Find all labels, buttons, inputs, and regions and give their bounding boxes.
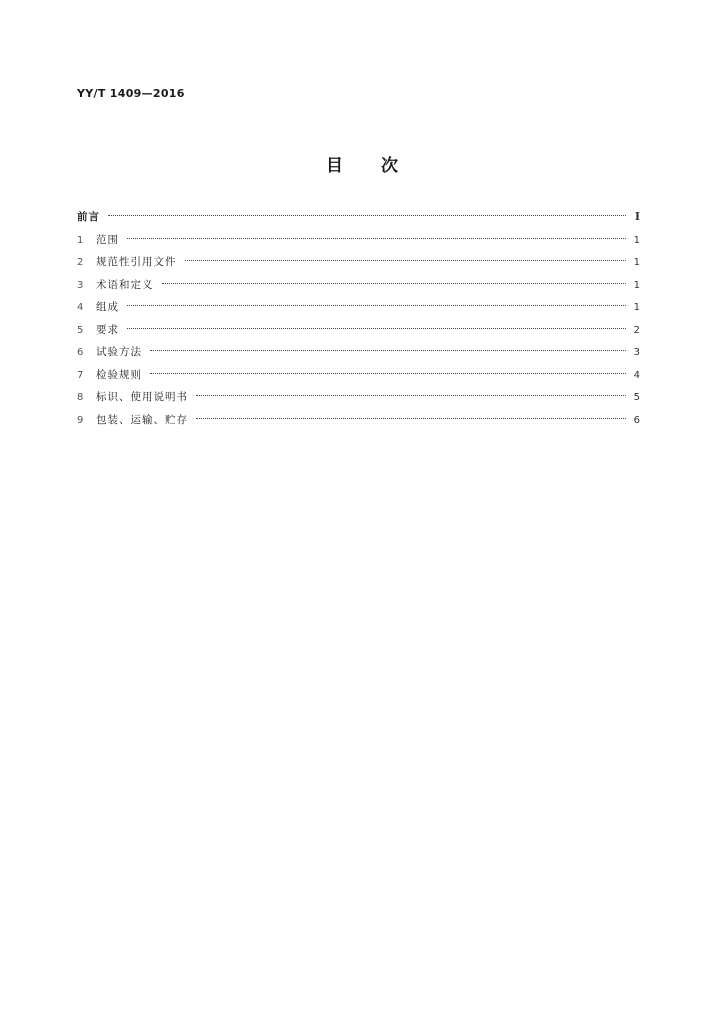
toc-entry-page: Ⅰ bbox=[634, 210, 640, 223]
toc-entry-label: 组成 bbox=[96, 301, 119, 313]
toc-entry-number: 4 bbox=[77, 302, 84, 313]
toc-entry-preface[interactable] bbox=[77, 206, 640, 229]
toc-leader-dots bbox=[162, 283, 627, 284]
toc-leader-dots bbox=[185, 260, 627, 261]
toc-leader-dots bbox=[127, 305, 626, 306]
toc-entry-number: 8 bbox=[77, 392, 84, 403]
toc-entry-number: 2 bbox=[77, 257, 84, 268]
toc-entry-page: 1 bbox=[633, 257, 640, 268]
toc-entry-terms-definitions[interactable] bbox=[77, 274, 640, 297]
toc-entry-label: 标识、使用说明书 bbox=[96, 391, 188, 403]
page-title: 目次 bbox=[326, 156, 436, 176]
toc-leader-dots bbox=[150, 350, 626, 351]
toc-leader-dots bbox=[150, 373, 626, 374]
toc-entry-label: 规范性引用文件 bbox=[96, 256, 177, 268]
toc-leader-dots bbox=[196, 418, 626, 419]
toc-entry-number: 3 bbox=[77, 279, 84, 291]
toc-entry-page: 6 bbox=[633, 414, 640, 426]
toc-entry-packaging-transport-storage[interactable] bbox=[77, 409, 640, 432]
toc-entry-label: 范围 bbox=[96, 233, 119, 246]
toc-entry-page: 1 bbox=[633, 234, 640, 246]
toc-entry-page: 2 bbox=[633, 324, 640, 336]
toc-entry-label: 包装、运输、贮存 bbox=[96, 413, 188, 426]
toc-entry-label: 要求 bbox=[96, 323, 119, 336]
toc-entry-page: 4 bbox=[633, 369, 640, 381]
toc-entry-scope[interactable] bbox=[77, 229, 640, 252]
toc-entry-normative-references[interactable] bbox=[77, 251, 640, 274]
toc-entry-number: 7 bbox=[77, 369, 84, 381]
toc-leader-dots bbox=[196, 395, 626, 396]
toc-entry-page: 3 bbox=[633, 347, 640, 358]
toc-entry-label: 试验方法 bbox=[96, 346, 142, 358]
toc-entry-number: 5 bbox=[77, 324, 84, 336]
toc-entry-inspection-rules[interactable] bbox=[77, 364, 640, 387]
toc-entry-composition[interactable] bbox=[77, 296, 640, 319]
toc-entry-number: 1 bbox=[77, 234, 84, 246]
toc-entry-test-methods[interactable] bbox=[77, 341, 640, 364]
toc-leader-dots bbox=[108, 215, 626, 216]
toc-entry-page: 5 bbox=[633, 392, 640, 403]
toc-leader-dots bbox=[127, 238, 626, 239]
standard-code: YY/T 1409—2016 bbox=[77, 87, 185, 100]
toc-entry-number: 9 bbox=[77, 414, 84, 426]
toc-entry-label: 前言 bbox=[77, 211, 100, 223]
table-of-contents bbox=[77, 206, 640, 431]
toc-entry-label: 术语和定义 bbox=[96, 278, 154, 291]
toc-entry-number: 6 bbox=[77, 347, 84, 358]
toc-entry-page: 1 bbox=[633, 279, 640, 291]
toc-entry-label: 检验规则 bbox=[96, 368, 142, 381]
toc-entry-marking-instructions[interactable] bbox=[77, 386, 640, 409]
toc-leader-dots bbox=[127, 328, 626, 329]
toc-entry-requirements[interactable] bbox=[77, 319, 640, 342]
toc-entry-page: 1 bbox=[633, 302, 640, 313]
